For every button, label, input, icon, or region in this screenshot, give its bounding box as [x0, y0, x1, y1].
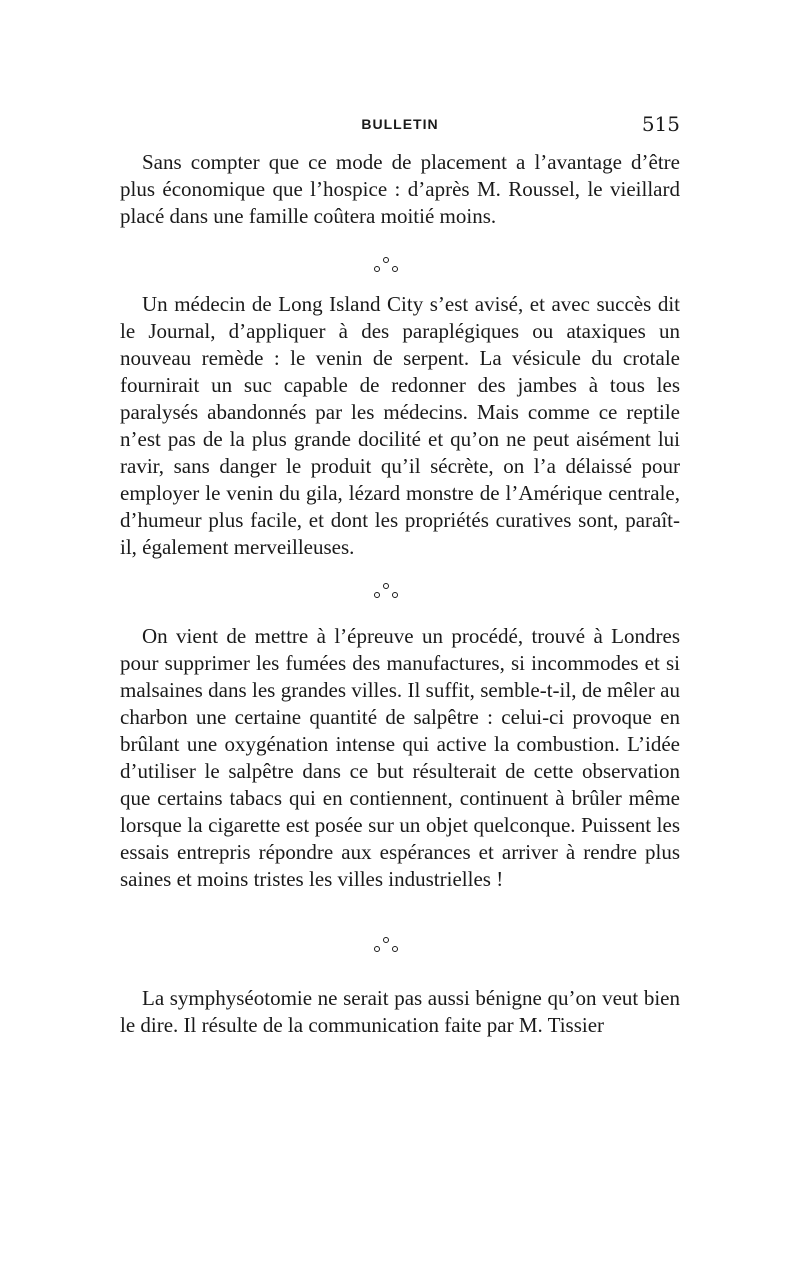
paragraph-text: Sans compter que ce mode de placement a l’avantage d’être plus économique que l’hospice : d’après M. Roussel, le vieillard placé dans une famille coûtera moitié moins.: [120, 150, 680, 228]
paragraph-text: On vient de mettre à l’épreuve un procédé, trouvé à Londres pour supprimer les fumées des manufactures, si incommodes et si malsaines dans les grandes villes. Il suffit, semble-t-il, de mêler au charbon une certaine quantité de salpêtre : celui-ci provoque en brûlant une oxygénation intense qui active la combustion. L’idée d’utiliser le salpêtre dans ce but résulterait de cette observation que certains tabacs qui en contiennent, continuent à brûler même lorsque la cigarette est posée sur un objet quelconque. Puissent les essais entrepris répondre aux espérances et arriver à rendre plus saines et moins tristes les villes industrielles !: [120, 624, 680, 891]
page-number: 515: [641, 112, 680, 136]
paragraph-smoke: [120, 623, 680, 893]
paragraph-symphyseotomy: [120, 985, 680, 1039]
paragraph-placement: [120, 149, 680, 230]
paragraph-text: La symphyséotomie ne serait pas aussi bénigne qu’on veut bien le dire. Il résulte de la communication faite par M. Tissier: [120, 986, 680, 1037]
paragraph-snake-venom: [120, 291, 680, 561]
running-title: BULLETIN: [361, 116, 439, 132]
asterism-ornament: [372, 937, 402, 959]
running-head: [120, 112, 680, 140]
asterism-ornament: [372, 583, 402, 605]
asterism-ornament: [372, 257, 402, 279]
paragraph-text: Un médecin de Long Island City s’est avisé, et avec succès dit le Journal, d’appliquer à des paraplégiques ou ataxiques un nouveau remède : le venin de serpent. La vésicule du crotale fournirait un suc capable de redonner des jambes à tous les paralysés abandonnés par les médecins. Mais comme ce reptile n’est pas de la plus grande docilité et qu’on ne peut aisément lui ravir, sans danger le produit qu’il sécrète, on l’a délaissé pour employer le venin du gila, lézard monstre de l’Amérique centrale, d’humeur plus facile, et dont les propriétés curatives sont, paraît-il, également merveilleuses.: [120, 292, 680, 559]
